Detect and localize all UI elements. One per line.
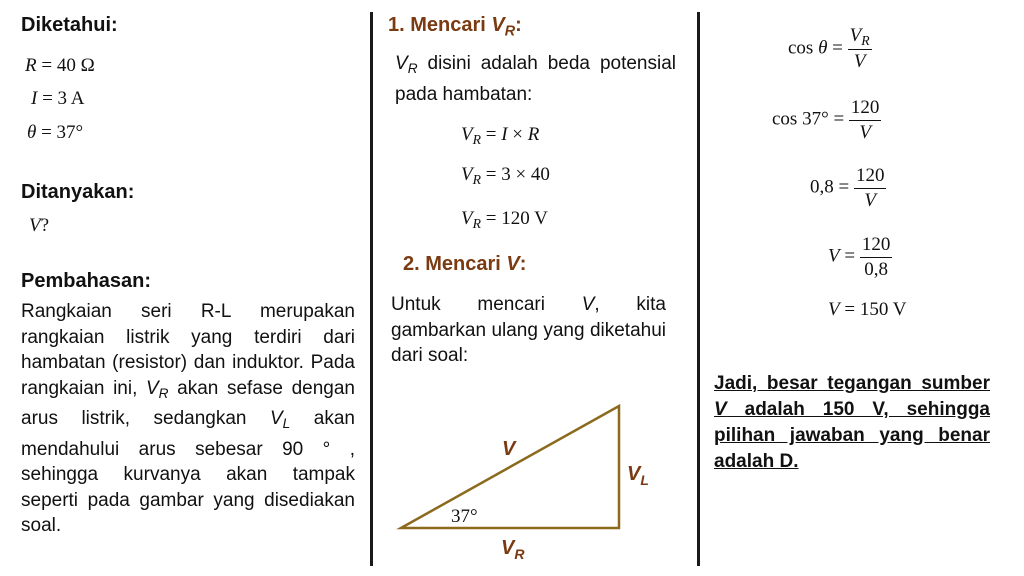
eq3-sub: R	[472, 216, 481, 232]
conclusion-text	[714, 371, 990, 475]
vertical-v: V	[627, 463, 641, 485]
vertical-sub: L	[640, 472, 649, 488]
calc4-v: V	[828, 245, 840, 267]
calc2-cos37: cos 37°	[772, 108, 829, 130]
step2-heading-suffix: :	[519, 253, 527, 275]
calc4-den: 0,8	[860, 257, 893, 282]
step2-text-2: , kita gambarkan ulang yang diketahui dari soal:	[391, 294, 666, 366]
step1-eq1	[461, 124, 539, 148]
calc1-num-sub: R	[861, 33, 870, 49]
known-current	[31, 88, 84, 110]
calc3-num: 120	[855, 165, 885, 186]
step1-eq2	[461, 164, 550, 188]
calc1-den-v: V	[853, 51, 866, 73]
eq1-equals: =	[485, 124, 497, 145]
eq2-sub: R	[472, 172, 481, 188]
conclusion-text-2: adalah 150 V, sehingga pilihan jawaban yang benar adalah D.	[714, 399, 990, 472]
calc2-den-v: V	[859, 121, 871, 143]
voltage-triangle-diagram	[385, 392, 685, 572]
calc3-equals: =	[838, 176, 850, 198]
calc2-num: 120	[850, 97, 880, 118]
i-symbol: I	[31, 88, 38, 109]
calc-eq4	[828, 233, 892, 282]
asked-heading: Ditanyakan:	[21, 181, 135, 203]
known-resistance	[25, 55, 95, 77]
asked-voltage	[29, 215, 49, 237]
step1-heading-v: V	[491, 14, 505, 36]
calc3-fraction	[854, 164, 887, 213]
discussion-paragraph	[21, 299, 355, 539]
column-divider-left	[370, 12, 373, 566]
step1-desc-sub: R	[407, 61, 418, 77]
base-v: V	[501, 537, 515, 559]
calc3-den-v: V	[864, 189, 877, 211]
calc1-theta: θ	[818, 37, 828, 59]
step1-heading-sub: R	[504, 23, 516, 40]
discussion-heading: Pembahasan:	[21, 270, 152, 292]
theta-value: = 37°	[41, 122, 84, 143]
step2-heading-prefix: 2. Mencari	[403, 253, 507, 275]
discussion-text-3: akan mendahului arus sebesar 90 ° , sehingga kurvanya akan tampak seperti pada gambar yang disediakan soal.	[21, 408, 355, 537]
eq3-equals: =	[485, 208, 497, 229]
calc1-equals: =	[832, 37, 843, 59]
discussion-v: V	[145, 377, 159, 399]
step2-heading	[403, 253, 526, 276]
discussion-sub-l: L	[282, 416, 291, 432]
step1-desc-v: V	[395, 53, 408, 74]
asked-v-symbol: V	[29, 215, 41, 236]
discussion-text-2: akan sefase dengan arus listrik, sedangkan	[21, 377, 355, 430]
step1-desc-text: disini adalah beda potensial pada hambatan:	[395, 53, 676, 105]
hypotenuse-label: V	[502, 438, 516, 460]
eq3-v: V	[461, 208, 473, 229]
eq2-v: V	[461, 164, 473, 185]
calc-eq5	[828, 299, 906, 321]
known-angle	[27, 122, 83, 144]
calc5-v: V	[828, 299, 840, 320]
asked-question-mark: ?	[40, 215, 50, 236]
discussion-text-1: Rangkaian seri R-L merupakan rangkaian listrik yang terdiri dari hambatan (resistor) dan induktor. Pada rangkaian ini,	[21, 301, 355, 399]
eq1-i: I	[501, 124, 508, 145]
calc1-cos: cos	[788, 37, 814, 59]
step2-text-1: Untuk mencari	[391, 294, 582, 315]
angle-label: 37°	[451, 506, 478, 527]
step1-heading-prefix: 1. Mencari	[388, 14, 492, 36]
calc-eq3	[810, 164, 886, 213]
calc3-lhs: 0,8	[810, 176, 834, 198]
conclusion-text-1: Jadi, besar tegangan sumber	[714, 373, 990, 394]
conclusion-v: V	[714, 399, 727, 420]
step2-v: V	[581, 294, 595, 315]
step2-heading-v: V	[506, 253, 520, 275]
eq1-v: V	[461, 124, 473, 145]
calc-eq2	[772, 96, 881, 145]
r-value: = 40 Ω	[41, 55, 95, 76]
calc4-fraction	[860, 233, 893, 282]
calc2-fraction	[849, 96, 882, 145]
base-side-label	[501, 537, 525, 562]
theta-symbol: θ	[27, 122, 37, 143]
i-value: = 3 A	[42, 88, 85, 109]
discussion-sub-r: R	[158, 385, 169, 401]
step2-description	[391, 292, 666, 369]
eq1-r: R	[527, 124, 540, 145]
triangle-shape	[401, 406, 619, 528]
calc2-equals: =	[833, 108, 845, 130]
step1-description	[395, 51, 676, 107]
r-symbol: R	[25, 55, 37, 76]
eq2-rhs: 3 × 40	[501, 164, 550, 185]
column-divider-right	[697, 12, 700, 566]
base-sub: R	[514, 546, 525, 562]
vertical-side-label	[627, 463, 649, 488]
calc1-fraction	[848, 24, 872, 74]
step1-heading-suffix: :	[515, 14, 522, 36]
eq3-rhs: 120 V	[501, 208, 548, 229]
discussion-v-2: V	[269, 408, 283, 430]
calc-eq1	[788, 24, 872, 74]
step1-heading	[388, 14, 522, 39]
calc1-num-v: V	[849, 25, 862, 46]
step1-eq3	[461, 208, 548, 232]
eq1-sub: R	[472, 132, 481, 148]
eq2-equals: =	[485, 164, 497, 185]
eq1-times: ×	[507, 124, 528, 145]
calc4-equals: =	[844, 245, 856, 267]
known-heading: Diketahui:	[21, 14, 118, 36]
calc4-num: 120	[861, 234, 891, 255]
calc5-rhs: = 150 V	[844, 299, 907, 320]
